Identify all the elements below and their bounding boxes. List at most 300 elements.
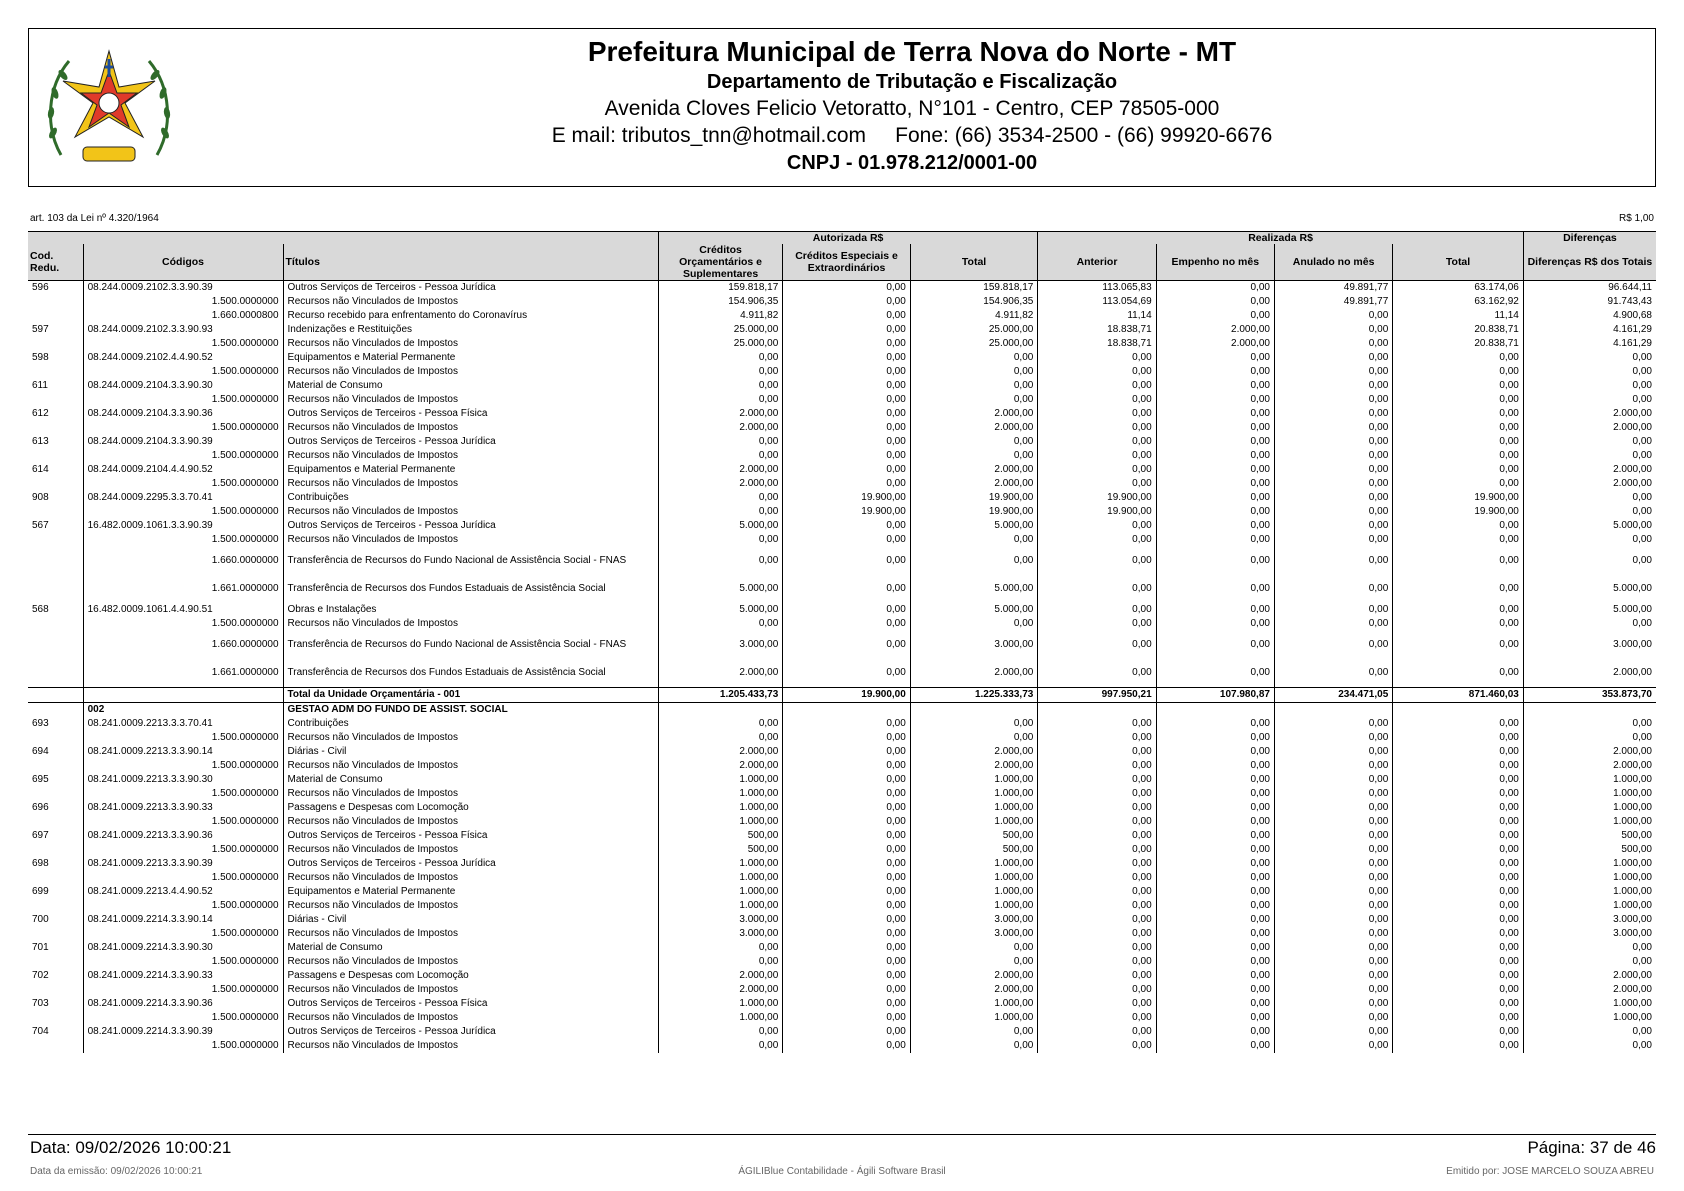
value-cell: 113.065,83 bbox=[1038, 281, 1156, 296]
value-cell: 0,00 bbox=[783, 435, 911, 449]
value-cell: 0,00 bbox=[783, 745, 911, 759]
value-cell: 0,00 bbox=[1156, 575, 1274, 603]
value-cell: 1.000,00 bbox=[1523, 871, 1656, 885]
value-cell: 0,00 bbox=[1156, 631, 1274, 659]
value-cell: 0,00 bbox=[783, 913, 911, 927]
cod-cell: 698 bbox=[32, 858, 49, 870]
value-cell: 0,00 bbox=[1274, 927, 1392, 941]
value-cell: 0,00 bbox=[1156, 407, 1274, 421]
value-cell: 1.000,00 bbox=[658, 1011, 782, 1025]
value-cell: 0,00 bbox=[1156, 969, 1274, 983]
value-cell: 0,00 bbox=[1038, 829, 1156, 843]
table-row bbox=[28, 913, 1656, 927]
value-cell: 0,00 bbox=[1393, 997, 1524, 1011]
value-cell: 0,00 bbox=[1156, 857, 1274, 871]
value-cell: 154.906,35 bbox=[658, 295, 782, 309]
titulo-cell: Material de Consumo bbox=[283, 941, 658, 955]
value-cell: 2.000,00 bbox=[1523, 407, 1656, 421]
cod-cell: 597 bbox=[32, 324, 49, 336]
titulo-cell: Recursos não Vinculados de Impostos bbox=[283, 295, 658, 309]
value-cell: 0,00 bbox=[1038, 773, 1156, 787]
codigo-cell: 1.500.0000000 bbox=[83, 843, 283, 857]
value-cell: 0,00 bbox=[1393, 801, 1524, 815]
value-cell: 0,00 bbox=[910, 717, 1038, 731]
value-cell: 0,00 bbox=[1274, 717, 1392, 731]
value-cell: 0,00 bbox=[658, 393, 782, 407]
cod-cell: 614 bbox=[32, 464, 49, 476]
value-cell: 2.000,00 bbox=[1523, 477, 1656, 491]
titulo-cell: Outros Serviços de Terceiros - Pessoa Jurídica bbox=[283, 281, 658, 296]
value-cell: 0,00 bbox=[1038, 379, 1156, 393]
value-cell: 63.174,06 bbox=[1393, 281, 1524, 296]
table-row bbox=[28, 941, 1656, 955]
value-cell: 0,00 bbox=[1156, 519, 1274, 533]
titulo-cell: Contribuições bbox=[283, 717, 658, 731]
value-cell: 0,00 bbox=[1038, 519, 1156, 533]
value-cell: 1.000,00 bbox=[658, 885, 782, 899]
value-cell: 500,00 bbox=[658, 829, 782, 843]
cod-cell bbox=[28, 631, 83, 659]
titulo-cell: Recursos não Vinculados de Impostos bbox=[283, 899, 658, 913]
table-row bbox=[28, 477, 1656, 491]
value-cell: 0,00 bbox=[1523, 449, 1656, 463]
value-cell: 0,00 bbox=[1156, 997, 1274, 1011]
value-cell: 0,00 bbox=[1393, 1025, 1524, 1039]
codigo-cell: 1.500.0000000 bbox=[83, 787, 283, 801]
value-cell: 0,00 bbox=[910, 393, 1038, 407]
group-diferencas: Diferenças bbox=[1523, 232, 1656, 245]
value-cell: 5.000,00 bbox=[1523, 519, 1656, 533]
value-cell: 0,00 bbox=[1523, 955, 1656, 969]
titulo-cell: Recursos não Vinculados de Impostos bbox=[283, 1039, 658, 1053]
value-cell: 0,00 bbox=[1393, 857, 1524, 871]
value-cell: 113.054,69 bbox=[1038, 295, 1156, 309]
cod-cell bbox=[28, 295, 83, 309]
value-cell: 4.161,29 bbox=[1523, 323, 1656, 337]
table-row bbox=[28, 309, 1656, 323]
cod-cell: 695 bbox=[32, 774, 49, 786]
cod-cell bbox=[28, 927, 83, 941]
value-cell: 0,00 bbox=[1038, 1039, 1156, 1053]
codigo-cell: 1.500.0000000 bbox=[83, 731, 283, 745]
cod-cell: 612 bbox=[32, 408, 49, 420]
value-cell: 0,00 bbox=[1274, 913, 1392, 927]
value-cell: 0,00 bbox=[1274, 533, 1392, 547]
value-cell: 0,00 bbox=[1274, 745, 1392, 759]
table-row bbox=[28, 1011, 1656, 1025]
value-cell: 0,00 bbox=[1274, 309, 1392, 323]
value-cell: 0,00 bbox=[1274, 505, 1392, 519]
contact-line: E mail: tributos_tnn@hotmail.com Fone: (66) 3534-2500 - (66) 99920-6676 bbox=[551, 124, 1273, 147]
titulo-cell: Outros Serviços de Terceiros - Pessoa Jurídica bbox=[283, 435, 658, 449]
cod-cell bbox=[28, 421, 83, 435]
table-row bbox=[28, 885, 1656, 899]
col-diferencas: Diferenças R$ dos Totais bbox=[1523, 244, 1656, 281]
value-cell: 0,00 bbox=[1393, 519, 1524, 533]
value-cell: 2.000,00 bbox=[658, 659, 782, 688]
titulo-cell: Recursos não Vinculados de Impostos bbox=[283, 983, 658, 997]
cod-cell bbox=[28, 617, 83, 631]
value-cell: 2.000,00 bbox=[910, 745, 1038, 759]
value-cell: 3.000,00 bbox=[1523, 913, 1656, 927]
value-cell: 0,00 bbox=[1156, 955, 1274, 969]
cod-cell bbox=[28, 337, 83, 351]
value-cell: 0,00 bbox=[1038, 983, 1156, 997]
titulo-cell: Recursos não Vinculados de Impostos bbox=[283, 393, 658, 407]
codigo-cell: 08.241.0009.2213.3.3.90.30 bbox=[83, 773, 283, 787]
table-row bbox=[28, 955, 1656, 969]
value-cell: 0,00 bbox=[1038, 575, 1156, 603]
value-cell: 0,00 bbox=[1156, 449, 1274, 463]
table-row bbox=[28, 969, 1656, 983]
value-cell: 0,00 bbox=[1393, 449, 1524, 463]
value-cell: 0,00 bbox=[1393, 871, 1524, 885]
value-cell: 0,00 bbox=[783, 899, 911, 913]
total-row bbox=[28, 688, 1656, 703]
codigo-cell: 1.500.0000000 bbox=[83, 955, 283, 969]
value-cell: 1.000,00 bbox=[910, 857, 1038, 871]
codigo-cell: 1.500.0000000 bbox=[83, 871, 283, 885]
value-cell: 500,00 bbox=[1523, 829, 1656, 843]
value-cell: 0,00 bbox=[783, 309, 911, 323]
value-cell: 0,00 bbox=[1393, 617, 1524, 631]
cod-cell bbox=[28, 365, 83, 379]
titulo-cell: Diárias - Civil bbox=[283, 745, 658, 759]
value-cell: 0,00 bbox=[1523, 731, 1656, 745]
titulo-cell: Recursos não Vinculados de Impostos bbox=[283, 927, 658, 941]
table-row bbox=[28, 801, 1656, 815]
value-cell: 0,00 bbox=[910, 435, 1038, 449]
value-cell: 11,14 bbox=[1393, 309, 1524, 323]
value-cell: 0,00 bbox=[1156, 533, 1274, 547]
value-cell: 1.000,00 bbox=[1523, 1011, 1656, 1025]
cod-cell bbox=[28, 393, 83, 407]
codigo-cell: 08.241.0009.2213.3.3.70.41 bbox=[83, 717, 283, 731]
value-cell: 2.000,00 bbox=[658, 477, 782, 491]
table-total bbox=[28, 688, 1656, 718]
table-row bbox=[28, 857, 1656, 871]
value-cell: 0,00 bbox=[1274, 997, 1392, 1011]
value-cell: 0,00 bbox=[1156, 1039, 1274, 1053]
table-row bbox=[28, 899, 1656, 913]
col-creditos-esp: Créditos Especiais e Extraordinários bbox=[783, 244, 911, 281]
codigo-cell: 08.244.0009.2104.3.3.90.39 bbox=[83, 435, 283, 449]
titulo-cell: Recursos não Vinculados de Impostos bbox=[283, 731, 658, 745]
value-cell: 0,00 bbox=[910, 449, 1038, 463]
value-cell: 0,00 bbox=[1156, 773, 1274, 787]
cod-cell: 702 bbox=[32, 970, 49, 982]
value-cell: 0,00 bbox=[1038, 955, 1156, 969]
titulo-cell: Passagens e Despesas com Locomoção bbox=[283, 969, 658, 983]
table-row bbox=[28, 295, 1656, 309]
cod-cell bbox=[28, 309, 83, 323]
table-row bbox=[28, 533, 1656, 547]
titulo-cell: Outros Serviços de Terceiros - Pessoa Física bbox=[283, 997, 658, 1011]
value-cell: 3.000,00 bbox=[658, 913, 782, 927]
value-cell: 0,00 bbox=[783, 281, 911, 296]
codigo-cell: 08.241.0009.2214.3.3.90.36 bbox=[83, 997, 283, 1011]
value-cell: 0,00 bbox=[1274, 801, 1392, 815]
codigo-cell: 08.244.0009.2102.3.3.90.39 bbox=[83, 281, 283, 296]
titulo-cell: Recursos não Vinculados de Impostos bbox=[283, 533, 658, 547]
footer-divider bbox=[28, 1134, 1656, 1135]
value-cell: 0,00 bbox=[1156, 491, 1274, 505]
codigo-cell: 1.500.0000000 bbox=[83, 477, 283, 491]
cod-cell: 598 bbox=[32, 352, 49, 364]
value-cell: 2.000,00 bbox=[658, 983, 782, 997]
value-cell: 0,00 bbox=[1156, 843, 1274, 857]
col-empenho: Empenho no mês bbox=[1156, 244, 1274, 281]
titulo-cell: Recursos não Vinculados de Impostos bbox=[283, 955, 658, 969]
value-cell: 0,00 bbox=[1156, 463, 1274, 477]
value-cell: 2.000,00 bbox=[1523, 983, 1656, 997]
value-cell: 0,00 bbox=[1523, 379, 1656, 393]
value-cell: 0,00 bbox=[1156, 927, 1274, 941]
value-cell: 0,00 bbox=[1274, 815, 1392, 829]
value-cell: 19.900,00 bbox=[783, 491, 911, 505]
codigo-cell: 1.500.0000000 bbox=[83, 533, 283, 547]
cod-cell: 613 bbox=[32, 436, 49, 448]
table-body-unit-002 bbox=[28, 717, 1656, 1053]
value-cell: 0,00 bbox=[783, 801, 911, 815]
titulo-cell: Recursos não Vinculados de Impostos bbox=[283, 759, 658, 773]
value-cell: 1.000,00 bbox=[1523, 899, 1656, 913]
value-cell: 0,00 bbox=[1038, 477, 1156, 491]
value-cell: 0,00 bbox=[1156, 393, 1274, 407]
titulo-cell: Outros Serviços de Terceiros - Pessoa Física bbox=[283, 829, 658, 843]
cod-cell: 703 bbox=[32, 998, 49, 1010]
value-cell: 0,00 bbox=[1038, 899, 1156, 913]
titulo-cell: Transferência de Recursos dos Fundos Estaduais de Assistência Social bbox=[283, 575, 658, 603]
codigo-cell: 08.244.0009.2102.4.4.90.52 bbox=[83, 351, 283, 365]
value-cell: 0,00 bbox=[658, 617, 782, 631]
value-cell: 1.000,00 bbox=[658, 801, 782, 815]
value-cell: 0,00 bbox=[658, 435, 782, 449]
value-cell: 0,00 bbox=[1523, 1039, 1656, 1053]
value-cell: 0,00 bbox=[1038, 435, 1156, 449]
titulo-cell: Outros Serviços de Terceiros - Pessoa Jurídica bbox=[283, 519, 658, 533]
cod-cell bbox=[28, 955, 83, 969]
value-cell: 0,00 bbox=[1038, 351, 1156, 365]
value-cell: 0,00 bbox=[658, 1025, 782, 1039]
value-cell: 0,00 bbox=[1038, 941, 1156, 955]
cod-cell bbox=[28, 1011, 83, 1025]
value-cell: 2.000,00 bbox=[910, 463, 1038, 477]
value-cell: 0,00 bbox=[658, 941, 782, 955]
cod-cell: 704 bbox=[32, 1026, 49, 1038]
value-cell: 1.000,00 bbox=[910, 997, 1038, 1011]
value-cell: 0,00 bbox=[1393, 407, 1524, 421]
value-cell: 154.906,35 bbox=[910, 295, 1038, 309]
codigo-cell: 08.241.0009.2214.3.3.90.14 bbox=[83, 913, 283, 927]
titulo-cell: Recursos não Vinculados de Impostos bbox=[283, 1011, 658, 1025]
table-row bbox=[28, 379, 1656, 393]
codigo-cell: 08.244.0009.2104.3.3.90.36 bbox=[83, 407, 283, 421]
codigo-cell: 1.500.0000000 bbox=[83, 295, 283, 309]
value-cell: 0,00 bbox=[1523, 505, 1656, 519]
titulo-cell: Material de Consumo bbox=[283, 773, 658, 787]
table-row bbox=[28, 717, 1656, 731]
value-cell: 0,00 bbox=[1038, 745, 1156, 759]
value-cell: 0,00 bbox=[783, 407, 911, 421]
value-cell: 0,00 bbox=[1393, 547, 1524, 575]
value-cell: 0,00 bbox=[1274, 365, 1392, 379]
value-cell: 0,00 bbox=[1038, 997, 1156, 1011]
section-code: 002 bbox=[83, 703, 283, 718]
value-cell: 0,00 bbox=[1274, 955, 1392, 969]
value-cell: 0,00 bbox=[1274, 379, 1392, 393]
value-cell: 1.000,00 bbox=[1523, 773, 1656, 787]
value-cell: 0,00 bbox=[783, 997, 911, 1011]
value-cell: 0,00 bbox=[1274, 857, 1392, 871]
codigo-cell: 1.500.0000000 bbox=[83, 1039, 283, 1053]
value-cell: 0,00 bbox=[1156, 829, 1274, 843]
titulo-cell: Recursos não Vinculados de Impostos bbox=[283, 617, 658, 631]
value-cell: 0,00 bbox=[1156, 815, 1274, 829]
codigo-cell: 1.500.0000000 bbox=[83, 337, 283, 351]
value-cell: 0,00 bbox=[1274, 885, 1392, 899]
value-cell: 1.000,00 bbox=[658, 997, 782, 1011]
table-row bbox=[28, 575, 1656, 603]
value-cell: 0,00 bbox=[1038, 393, 1156, 407]
table-row bbox=[28, 1039, 1656, 1053]
value-cell: 0,00 bbox=[783, 421, 911, 435]
titulo-cell: Outros Serviços de Terceiros - Pessoa Física bbox=[283, 407, 658, 421]
value-cell: 0,00 bbox=[1038, 533, 1156, 547]
value-cell: 3.000,00 bbox=[658, 631, 782, 659]
value-cell: 5.000,00 bbox=[658, 519, 782, 533]
codigo-cell: 1.660.0000000 bbox=[83, 631, 283, 659]
titulo-cell: Contribuições bbox=[283, 491, 658, 505]
table-row bbox=[28, 365, 1656, 379]
value-cell: 0,00 bbox=[1274, 1039, 1392, 1053]
titulo-cell: Recursos não Vinculados de Impostos bbox=[283, 337, 658, 351]
footer-page-number: Página: 37 de 46 bbox=[1527, 1138, 1656, 1157]
codigo-cell: 1.500.0000000 bbox=[83, 983, 283, 997]
value-cell: 0,00 bbox=[1156, 421, 1274, 435]
value-cell: 0,00 bbox=[1156, 801, 1274, 815]
value-cell: 159.818,17 bbox=[658, 281, 782, 296]
cod-cell bbox=[28, 899, 83, 913]
cod-cell bbox=[28, 759, 83, 773]
value-cell: 0,00 bbox=[1274, 393, 1392, 407]
cod-cell: 611 bbox=[32, 380, 48, 392]
table-row bbox=[28, 449, 1656, 463]
emission-date: Data da emissão: 09/02/2026 10:00:21 bbox=[30, 1166, 203, 1177]
value-cell: 0,00 bbox=[1274, 843, 1392, 857]
value-cell: 0,00 bbox=[1274, 829, 1392, 843]
municipality-title: Prefeitura Municipal de Terra Nova do Norte - MT bbox=[587, 36, 1237, 67]
value-cell: 0,00 bbox=[910, 365, 1038, 379]
value-cell: 0,00 bbox=[783, 1011, 911, 1025]
value-cell: 0,00 bbox=[1393, 731, 1524, 745]
section-row bbox=[28, 703, 1656, 718]
value-cell: 0,00 bbox=[1156, 435, 1274, 449]
cod-cell bbox=[28, 815, 83, 829]
value-cell: 63.162,92 bbox=[1393, 295, 1524, 309]
value-cell: 1.000,00 bbox=[658, 871, 782, 885]
value-cell: 0,00 bbox=[1156, 547, 1274, 575]
value-cell: 0,00 bbox=[910, 731, 1038, 745]
codigo-cell: 1.500.0000000 bbox=[83, 759, 283, 773]
value-cell: 0,00 bbox=[658, 365, 782, 379]
value-cell: 0,00 bbox=[783, 787, 911, 801]
value-cell: 1.000,00 bbox=[1523, 885, 1656, 899]
value-cell: 0,00 bbox=[1393, 435, 1524, 449]
table-row bbox=[28, 871, 1656, 885]
table-row bbox=[28, 815, 1656, 829]
table-body-unit-001 bbox=[28, 281, 1656, 688]
value-cell: 0,00 bbox=[1038, 815, 1156, 829]
value-cell: 0,00 bbox=[1393, 899, 1524, 913]
value-cell: 2.000,00 bbox=[1523, 745, 1656, 759]
footer-date: Data: 09/02/2026 10:00:21 bbox=[30, 1138, 232, 1157]
value-cell: 0,00 bbox=[1393, 717, 1524, 731]
value-cell: 0,00 bbox=[1274, 337, 1392, 351]
value-cell: 4.161,29 bbox=[1523, 337, 1656, 351]
value-cell: 19.900,00 bbox=[1393, 491, 1524, 505]
value-cell: 3.000,00 bbox=[658, 927, 782, 941]
value-cell: 0,00 bbox=[783, 547, 911, 575]
codigo-cell: 1.500.0000000 bbox=[83, 365, 283, 379]
value-cell: 2.000,00 bbox=[1523, 421, 1656, 435]
value-cell: 3.000,00 bbox=[910, 927, 1038, 941]
table-row bbox=[28, 393, 1656, 407]
value-cell: 0,00 bbox=[910, 955, 1038, 969]
value-cell: 19.900,00 bbox=[910, 491, 1038, 505]
value-cell: 0,00 bbox=[1038, 1011, 1156, 1025]
value-cell: 0,00 bbox=[658, 955, 782, 969]
cod-cell: 693 bbox=[32, 718, 49, 730]
currency-unit: R$ 1,00 bbox=[1618, 213, 1654, 224]
value-cell: 0,00 bbox=[1156, 477, 1274, 491]
value-cell: 18.838,71 bbox=[1038, 323, 1156, 337]
value-cell: 0,00 bbox=[1038, 1025, 1156, 1039]
value-cell: 0,00 bbox=[1393, 421, 1524, 435]
value-cell: 0,00 bbox=[1274, 759, 1392, 773]
titulo-cell: Transferência de Recursos dos Fundos Estaduais de Assistência Social bbox=[283, 659, 658, 688]
total-cell: 107.980,87 bbox=[1156, 688, 1274, 703]
value-cell: 0,00 bbox=[1393, 927, 1524, 941]
value-cell: 0,00 bbox=[783, 955, 911, 969]
value-cell: 0,00 bbox=[783, 759, 911, 773]
codigo-cell: 1.500.0000000 bbox=[83, 927, 283, 941]
table-row bbox=[28, 435, 1656, 449]
table-row bbox=[28, 603, 1656, 617]
titulo-cell: Indenizações e Restituições bbox=[283, 323, 658, 337]
value-cell: 0,00 bbox=[1038, 631, 1156, 659]
value-cell: 0,00 bbox=[783, 969, 911, 983]
titulo-cell: Passagens e Despesas com Locomoção bbox=[283, 801, 658, 815]
value-cell: 0,00 bbox=[1038, 801, 1156, 815]
codigo-cell: 08.244.0009.2104.4.4.90.52 bbox=[83, 463, 283, 477]
value-cell: 0,00 bbox=[658, 731, 782, 745]
value-cell: 0,00 bbox=[658, 491, 782, 505]
value-cell: 0,00 bbox=[783, 295, 911, 309]
value-cell: 0,00 bbox=[1393, 379, 1524, 393]
cod-cell bbox=[28, 787, 83, 801]
value-cell: 0,00 bbox=[910, 379, 1038, 393]
value-cell: 2.000,00 bbox=[1523, 659, 1656, 688]
value-cell: 1.000,00 bbox=[910, 815, 1038, 829]
value-cell: 0,00 bbox=[1393, 941, 1524, 955]
value-cell: 0,00 bbox=[783, 927, 911, 941]
value-cell: 0,00 bbox=[1274, 477, 1392, 491]
value-cell: 0,00 bbox=[1393, 759, 1524, 773]
value-cell: 0,00 bbox=[1038, 787, 1156, 801]
total-cell: 353.873,70 bbox=[1523, 688, 1656, 703]
value-cell: 0,00 bbox=[1274, 659, 1392, 688]
